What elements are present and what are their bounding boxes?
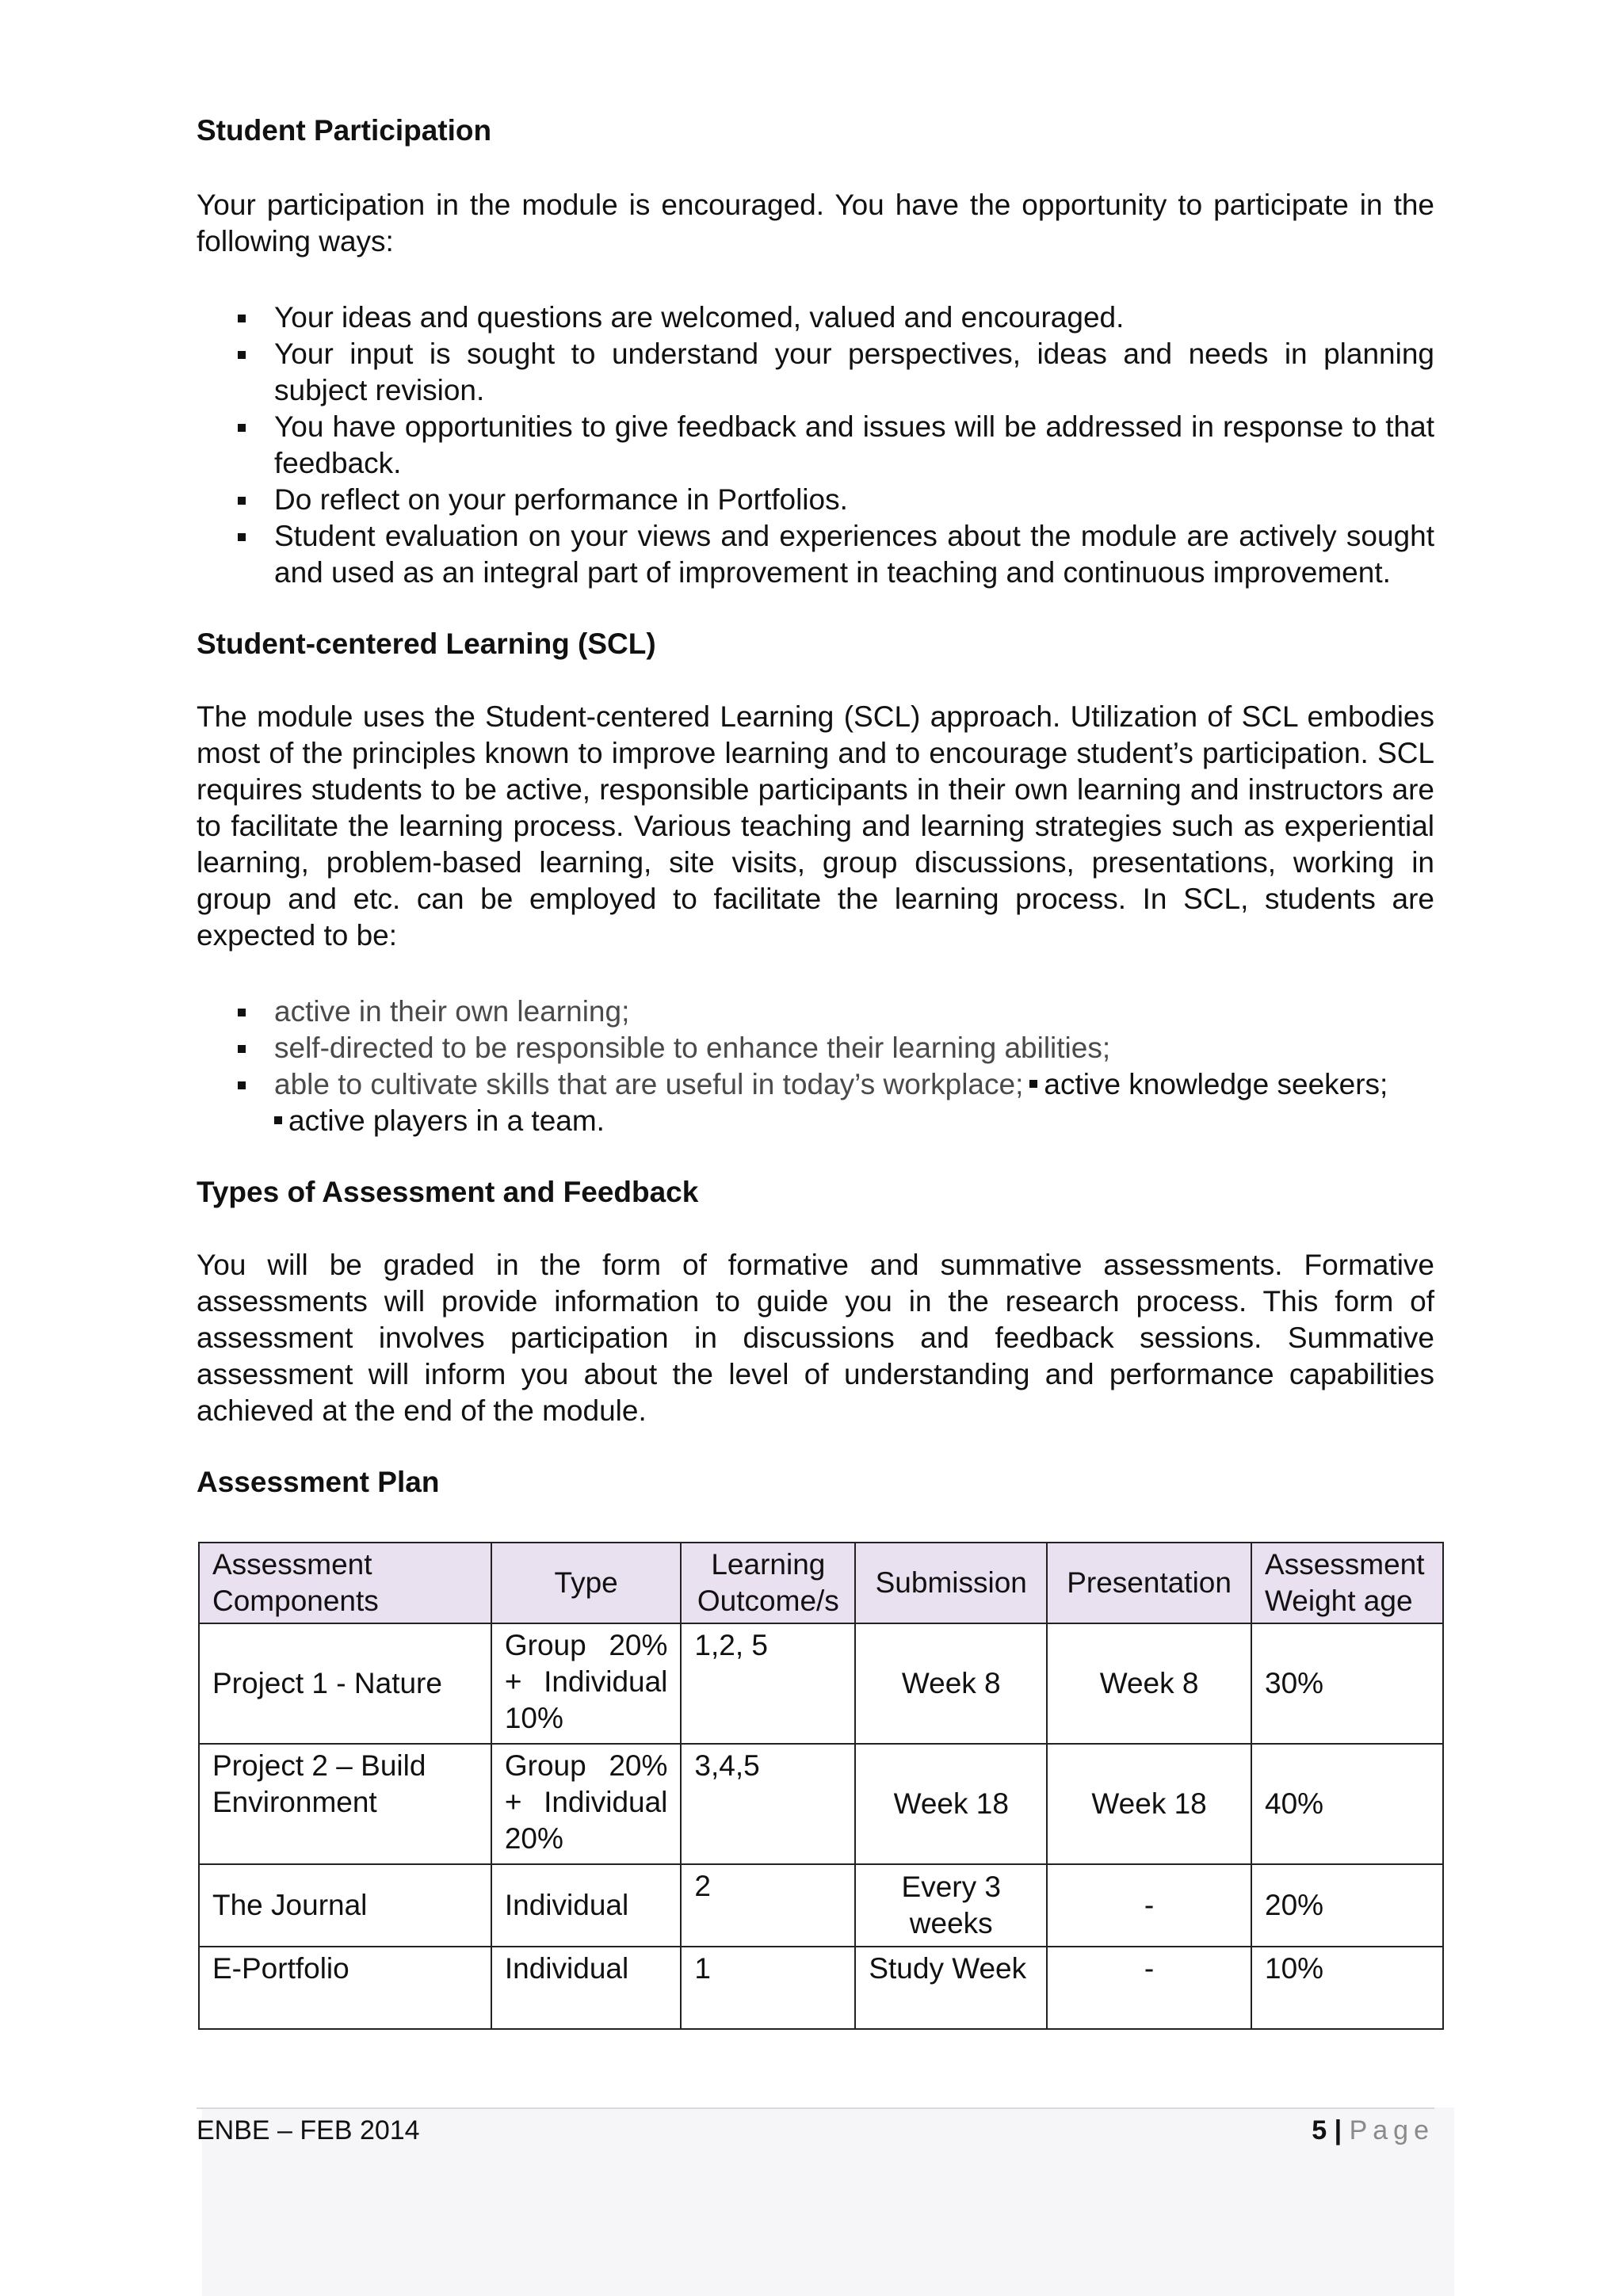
participation-heading: Student Participation [197, 114, 492, 147]
cell-presentation: Week 18 [1047, 1744, 1251, 1864]
cell-type: Individual [491, 1864, 682, 1947]
page-footer [197, 2107, 1434, 2145]
col-header-type: Type [491, 1543, 682, 1623]
cell-presentation: - [1047, 1947, 1251, 2029]
cell-submission: Week 8 [855, 1623, 1047, 1744]
scl-list [197, 994, 1434, 1139]
assessment-plan-table [198, 1542, 1444, 2030]
cell-outcomes: 3,4,5 [681, 1744, 855, 1864]
bullet-icon [238, 315, 246, 322]
bullet-icon [238, 1045, 246, 1053]
bullet-icon [238, 1009, 246, 1016]
cell-presentation: Week 8 [1047, 1623, 1251, 1744]
list-item: active in their own learning; [197, 994, 1434, 1030]
page-word: Page [1349, 2115, 1434, 2145]
table-row [199, 1744, 1443, 1864]
bullet-icon [238, 497, 246, 505]
page-content [197, 113, 1434, 2030]
cell-component: E-Portfolio [199, 1947, 491, 2029]
table-header-row [199, 1543, 1443, 1623]
bullet-icon [238, 424, 246, 432]
assessment-types-body: You will be graded in the form of formative and summative assessments. Formative assessments will provide information to guide you in the research process. This form of assessment involves participation in discussions and feedback sessions. Summative assessment will inform you about the level of understanding and performance capabilities achieved at the end of the module. [197, 1249, 1434, 1427]
footer-page-indicator [1312, 2114, 1434, 2147]
cell-weight: 30% [1251, 1623, 1443, 1744]
cell-submission: Study Week [855, 1947, 1047, 2029]
cell-outcomes: 1,2, 5 [681, 1623, 855, 1744]
col-header-outcomes: Learning Outcome/s [681, 1543, 855, 1623]
list-item: Do reflect on your performance in Portfolios. [197, 482, 1434, 518]
list-item: You have opportunities to give feedback and issues will be addressed in response to that feedback. [197, 409, 1434, 482]
assessment-plan-heading: Assessment Plan [197, 1466, 440, 1498]
cell-type: Individual [491, 1947, 682, 2029]
bullet-icon [238, 533, 246, 541]
bullet-icon [274, 1116, 282, 1124]
bullet-icon [1029, 1080, 1037, 1088]
participation-intro: Your participation in the module is encouraged. You have the opportunity to participate in the following ways: [197, 189, 1434, 257]
list-item: Your input is sought to understand your perspectives, ideas and needs in planning subject revision. [197, 336, 1434, 409]
cell-outcomes: 1 [681, 1947, 855, 2029]
cell-type: Group 20% + Individual 20% [491, 1744, 682, 1864]
cell-weight: 10% [1251, 1947, 1443, 2029]
cell-outcomes: 2 [681, 1864, 855, 1947]
cell-component: Project 1 - Nature [199, 1623, 491, 1744]
table-row [199, 1623, 1443, 1744]
cell-component: Project 2 – Build Environment [199, 1744, 491, 1864]
participation-list [197, 299, 1434, 591]
col-header-presentation: Presentation [1047, 1543, 1251, 1623]
col-header-submission: Submission [855, 1543, 1047, 1623]
list-item: Student evaluation on your views and experiences about the module are actively sought and used as an integral part of improvement in teaching and continuous improvement. [197, 518, 1434, 591]
cell-component: The Journal [199, 1864, 491, 1947]
cell-type: Group 20% + Individual 10% [491, 1623, 682, 1744]
bullet-icon [238, 351, 246, 359]
col-header-components: Assessment Components [199, 1543, 491, 1623]
page-number: 5 [1312, 2115, 1327, 2145]
table-row [199, 1864, 1443, 1947]
cell-presentation: - [1047, 1864, 1251, 1947]
list-item: Your ideas and questions are welcomed, valued and encouraged. [197, 299, 1434, 336]
cell-weight: 20% [1251, 1864, 1443, 1947]
col-header-weight: Assessment Weight age [1251, 1543, 1443, 1623]
bullet-icon [238, 1081, 246, 1089]
page-separator: | [1334, 2115, 1342, 2145]
cell-submission: Every 3 weeks [855, 1864, 1047, 1947]
list-item: self-directed to be responsible to enhance their learning abilities; [197, 1030, 1434, 1066]
scl-body: The module uses the Student-centered Learning (SCL) approach. Utilization of SCL embodies most of the principles known to improve learning and to encourage student’s participation. SCL requires students to be active, responsible participants in their own learning and instructors are to facilitate the learning process. Various teaching and learning strategies such as experiential learning, problem-based learning, site visits, group discussions, presentations, working in group and etc. can be employed to facilitate the learning process. In SCL, students are expected to be: [197, 700, 1434, 952]
table-row [199, 1947, 1443, 2029]
assessment-types-heading: Types of Assessment and Feedback [197, 1176, 699, 1208]
cell-weight: 40% [1251, 1744, 1443, 1864]
scl-heading: Student-centered Learning (SCL) [197, 627, 656, 660]
list-item: able to cultivate skills that are useful in today’s workplace; active knowledge seekers; active players in a team. [197, 1066, 1434, 1139]
footer-doc-code: ENBE – FEB 2014 [197, 2115, 420, 2145]
cell-submission: Week 18 [855, 1744, 1047, 1864]
